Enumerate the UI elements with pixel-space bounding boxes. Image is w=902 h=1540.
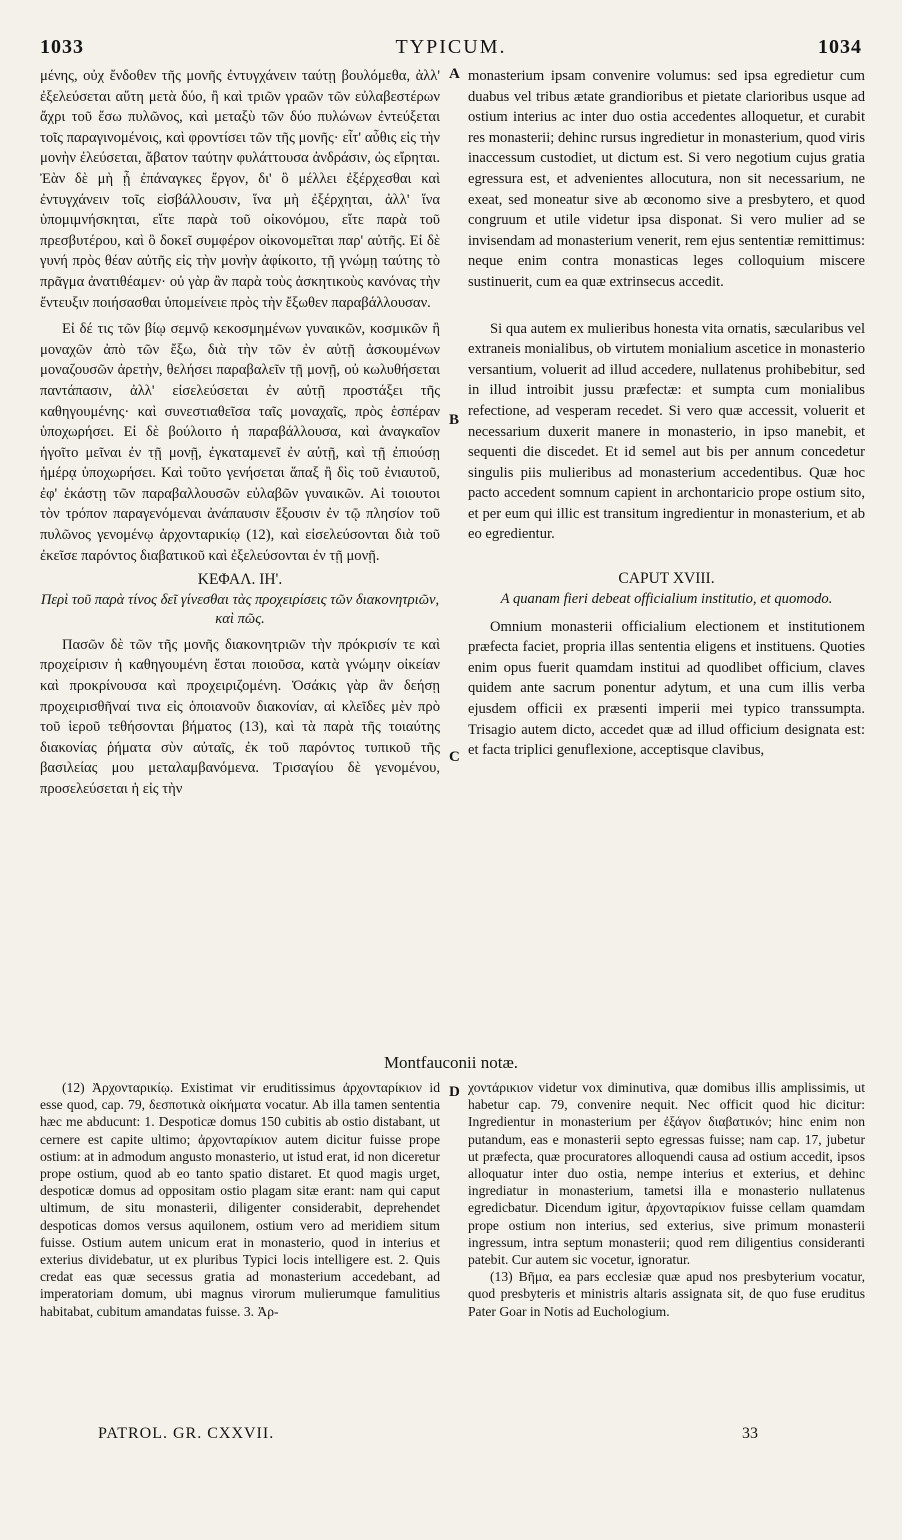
footer-volume: PATROL. GR. CXXVII. (98, 1425, 275, 1442)
note-12-continued: χοντάρικιον videtur vox diminutiva, quæ domibus illis amplissimis, ut habetur cap. 79, convenire nequit. Nec officit quod hic dicitur: Ingredientur in monasterium per ἐξάγον διαβατικόν; hinc enim non putandum, eas e monasterii septo egressas fuisse; nam cap. 17, jubetur ut præfecta, quæ procuratores alloquendi causa ad ostium accedit, ipsos alloquatur inter duo ostia, nempe interius et exterius, et dehinc ingrediatur in monasterium, tametsi illa e monasterio nullatenus egredicbatur. Dicendum igitur, ἀρχονταρίκιον fuisse cellam quamdam prope ostium non interius, sed exterius, sive primum monasterii ingressum, intra septum monasterii; quod rem diligentius consideranti patebit. Cur autem sic vocetur, ignoratur. (468, 1080, 865, 1268)
running-header (40, 36, 862, 60)
latin-column (468, 66, 865, 761)
latin-chapter-heading: CAPUT XVIII. (618, 570, 715, 588)
right-page-number: 1034 (818, 36, 862, 58)
latin-paragraph-2: Si qua autem ex mulieribus honesta vita ornatis, sæcularibus vel extraneis monialibus, ob virtutem monialium ascetice in monasterio versantium, voluerit ad illud accedere, nullatenus prohibebitur, sed in illud introibit jussu præfectæ: et sumpta cum monialibus refectione, ad vesperam recedet. Si vero quæ accessit, voluerit et necessarium duxerit manere in monasterio, in ipso manebit, et sequenti die discedet. Et id semel aut bis per annum concedetur singulis piis mulieribus ad monasterium accedentibus. Quæ hoc pacto accedent somnum capient in archontaricio prope ostium sito, et per eum qui illic est transitum ingredientur in monasterium, et ab eo egredientur. (468, 320, 865, 543)
margin-marker-c: C (449, 749, 460, 765)
greek-paragraph-2: Εἰ δέ τις τῶν βίῳ σεμνῷ κεκοσμημένων γυναικῶν, κοσμικῶν ἢ μοναχῶν ἀπὸ τῶν ἔξω, διὰ τὴν τῶν ἐν αὐτῇ ἀσκουμένων μοναζουσῶν ἀρετὴν, θελήσει παραβαλεῖν τῇ μονῇ, οὐ κωλυθήσεται παντάπασιν, ἀλλ' εἰσελεύσεται ἐν αὐτῇ προστάξει τῆς καθηγουμένης· καὶ συνεστιαθεῖσα ταῖς μοναχαῖς, πρὸς ἑσπέραν ὑποχωρήσει. Εἰ δὲ βούλοιτο ἡ παραβάλλουσα, καὶ ἀναγκαῖον ἡγοῖτο μεῖναι ἐν τῇ μονῇ, ἐγκαταμενεῖ ἐν αὐτῇ, καὶ τῇ ἐπιούσῃ ἡμέρᾳ ὑποχωρήσει. Καὶ τοῦτο γενήσεται ἅπαξ ἢ δὶς τοῦ ἐνιαυτοῦ, ἐφ' ἑκάστῃ τῶν παραβαλλουσῶν εὐλαβῶν γυναικῶν. Αἱ τοιουτοι τὸν τρόπον παραγενόμεναι ἀνάπαυσιν ἕξουσιν ἐν τῷ πλησίον τοῦ πυλῶνος γενομένῳ ἀρχονταρικίῳ (12), καὶ εἰσελεύσονται διὰ τοῦ ἐκεῖσε παρόντος διαβατικοῦ καὶ ἐξελεύσονται ἐν τῇ μονῇ. (40, 321, 440, 564)
greek-chapter-subtitle: Περὶ τοῦ παρὰ τίνος δεῖ γίνεσθαι τὰς προχειρίσεις τῶν διακονητριῶν, καὶ πῶς. (40, 591, 440, 627)
greek-chapter-heading: ΚΕΦΑΛ. ΙΗ'. (197, 571, 283, 589)
notes-right-column (468, 1079, 865, 1320)
left-page-number: 1033 (40, 36, 84, 58)
greek-paragraph-3: Πασῶν δὲ τῶν τῆς μονῆς διακονητριῶν τὴν πρόκρισίν τε καὶ προχείρισιν ἡ καθηγουμένη ἔσται ποιοῦσα, κατὰ γνώμην οἰκείαν καὶ προκρίνουσα καὶ προχειριζομένη. Ὁσάκις γὰρ ἂν δεήσῃ προχειρισθῆναί τινα εἰς ὁποιανοῦν διακονίαν, αἱ κλεῖδες μὲν πρὸ τοῦ ἱεροῦ τεθήσονται βήματος (13), καὶ τὰ παρὰ τῆς τοιαύτης διακονίας ῥήματα σὺν αὐταῖς, ἐκ τοῦ παρόντος τυπικοῦ τῆς βασιλείας μου μεταλαμβανόμενα. Τρισαγίου δὲ γενομένου, προσελεύσεται ἡ εἰς τὴν (40, 636, 440, 797)
greek-paragraph-1: μένης, οὐχ ἔνδοθεν τῆς μονῆς ἐντυγχάνειν ταύτῃ βουλόμεθα, ἀλλ' ἐξελεύσεται αὕτη μετὰ δύο, ἢ καὶ τριῶν γραῶν τῶν εὐλαβεστέρων ἄχρι τοῦ ἔσω πυλῶνος, καὶ μεταξὺ τῶν δύο πυλώνων ἐντεύξεται τοῖς παραγινομένοις, καὶ φροντίσει τῶν τῆς μονῆς· εἶτ' αὖθις εἰς τὴν μονὴν ἐλεύσεται, ἄβατον ταύτην φυλάττουσα ἀνδράσιν, ὡς εἴρηται. Ἐὰν δὲ μὴ ᾖ ἐπάναγκες ἔργον, δι' ὃ μέλλει ἐξέρχεσθαι καὶ ἐντυγχάνειν τοῖς εἰσβάλλουσιν, ἵνα μὴ ἐξέρχηται, ἀλλ' ἵνα ὑπομιμνήσκηται, εἴτε παρὰ τοῦ οἰκονόμου, εἴτε παρὰ τοῦ πρεσβυτέρου, καὶ ὃ δοκεῖ συμφέρον οἰκονομεῖται παρ' αὐτῆς. Εἰ δὲ γυνή πρὸς θέαν αὐτῆς εἰς τὴν μονὴν ἀφίκοιτο, τῇ γνώμῃ ταύτης τὸ πρᾶγμα ἀνατιθέαμεν· οὐ γὰρ ἂν παρὰ τοὺς ἀσκητικοὺς κανόνας τὴν ἔντευξιν ποιήσασθαι ὑπομείνειε πρὸς τὴν ἔξωθεν παραβάλλουσαν. (40, 68, 440, 311)
notes-left-column (40, 1079, 440, 1320)
footer-signature: 33 (742, 1425, 758, 1442)
margin-marker-b: B (449, 412, 460, 428)
note-12: (12) Ἀρχονταρικίῳ. Existimat vir eruditissimus ἀρχονταρίκιον id esse quod, cap. 79, δεσποτικὰ οἰκήματα vocatur. Ab illa tamen sententia hæc me abducunt: 1. Despoticæ domus 150 cubitis ab ostio distabant, ut cernere est capite ultimo; ἀρχονταρίκιον autem dicitur fuisse prope ostium: at in admodum angusto monasterio, ut istud erat, id non diceretur prope ostium, quod ab eo tanto spatio distaret. Et quod magis urget, despoticæ domus ad oppositam ostio plagam sitæ erant: nam qui caput ultimum, de situ monasterii, diligenter considerabit, deprehendet despoticas domos versus aquilonem, ostium vero ad meridiem situm fuisse. Ostium autem unicum erat in monasterio, quod in interius et exterius dividebatur, ut ex pluribus Typici locis intelligere est. 2. Quis credat eas quæ secessus gratia ad monasterium accedebant, ad imperatoriam domum, ubi magnus virorum mulierumque famulitius habitabat, cubitum amandatas fuisse. 3. Ἀρ- (40, 1080, 440, 1319)
note-13: (13) Βῆμα, ea pars ecclesiæ quæ apud nos presbyterium vocatur, quod presbyteris et ministris altaris assignata sit, de quo fuse eruditus Pater Goar in Notis ad Euchologium. (468, 1269, 865, 1319)
latin-paragraph-1: monasterium ipsam convenire volumus: sed ipsa egredietur cum duabus vel tribus ætate grandioribus et pietate clarioribus usque ad ostium interius ac inter duo ostia accedentes alloquetur, et curabit res monasterii; dehinc rursus ingredietur in monasterium, quod viris inaccessum custodiet, ut dictum est. Si vero negotium cujus gratia egressura est, et advenientes allocutura, non sit necessarium, ne exeat, sed moneatur sive ab œconomo sive a presbytero, et quod congruum et utile videtur ipsa disponat. Si vero mulier ad se invisendam ad monasterium venerit, rem ejus sententiæ remittimus: neque enim contra monasticas leges colloquium miscere sustinuerit, cum ea quæ extrinsecus accedit. (468, 68, 865, 290)
margin-marker-a: A (449, 66, 460, 82)
margin-marker-d: D (449, 1084, 460, 1100)
notes-title: Montfauconii notæ. (383, 1053, 519, 1072)
latin-chapter-subtitle: A quanam fieri debeat officialium institutio, et quomodo. (500, 590, 833, 607)
latin-paragraph-3: Omnium monasterii officialium electionem et institutionem præfecta faciet, propria illas sententia eligens et instituens. Quoties enim opus fuerit quamdam institui ad quodlibet officium, claves quidem ante sacrum ponentur adytum, et una cum illis verba ejusdem officii ex præsenti imperii mei typico transsumpta. Trisagio autem dicto, accedet quæ ad illud officium designata est: et facta triplici genuflexione, acceptisque clavibus, (468, 618, 865, 759)
greek-column (40, 66, 440, 800)
running-title: TYPICUM. (395, 36, 507, 58)
